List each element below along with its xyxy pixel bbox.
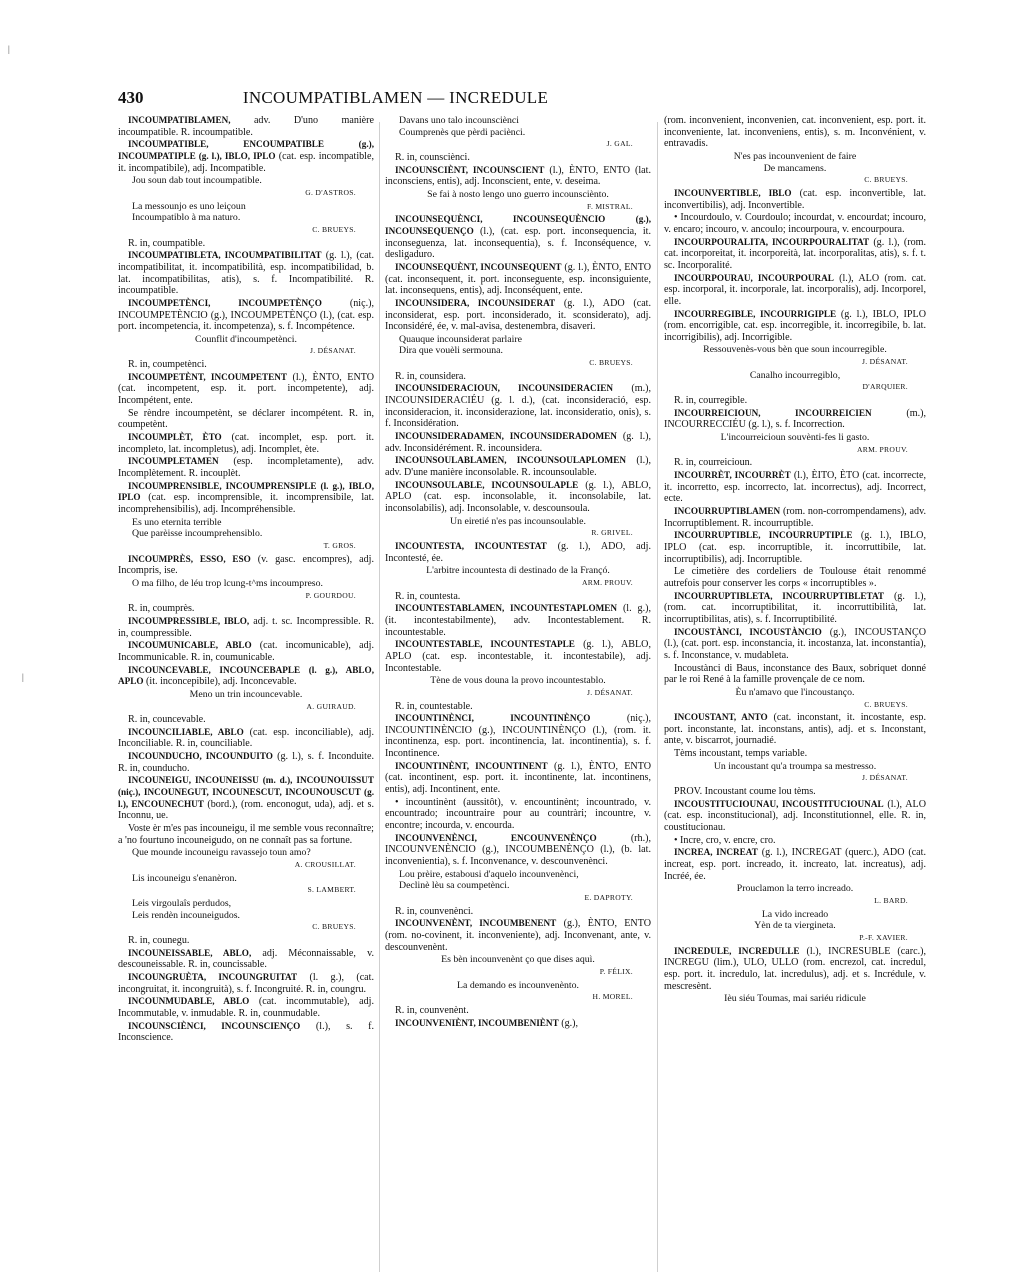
entry-headword: INCOUNSCIÈNT, INCOUNSCIENT bbox=[395, 164, 545, 175]
entry-headword: INCOUMPATIBLAMEN, bbox=[128, 115, 231, 125]
entry-headword: INCOUNGRUÈTA, INCOUNGRUITAT bbox=[128, 971, 298, 982]
dictionary-entry bbox=[118, 948, 374, 971]
dictionary-entry bbox=[664, 748, 926, 760]
entry-headword: INCOUNSCIÈNCI, INCOUNSCIENÇO bbox=[128, 1020, 301, 1031]
dictionary-entry bbox=[385, 797, 651, 832]
column-middle bbox=[385, 115, 651, 1270]
entry-text: (l.), ALO (rom. cat. esp. incorporal, it. incorporale, lat. incorporalis), adj. Incorporel, elle. bbox=[664, 272, 926, 307]
entry-text: (l.), (cat. esp. port. inconsequencia, it. inconseguenza, lat. inconsequentia), s. f. Inconséquence, v. desligaduro. bbox=[385, 225, 651, 261]
dictionary-entry bbox=[664, 799, 926, 834]
entry-text: Se rèndre incoumpetènt, se déclarer incompétent. R. in, coumpetènt. bbox=[118, 407, 374, 431]
dictionary-entry bbox=[664, 946, 926, 993]
dictionary-entry bbox=[385, 152, 651, 164]
entry-text: adv. D'uno manière incoumpatible. R. incoumpatible. bbox=[118, 115, 374, 138]
entry-headword: INCOUMPRENSIBLE, INCOUMPRENSIPLE (l. g.), IBLO, IPLO bbox=[118, 480, 374, 503]
dictionary-entry bbox=[118, 665, 374, 688]
entry-headword: INCOUNSOULABLAMEN, INCOUNSOULAPLOMEN bbox=[395, 455, 626, 466]
citation-source: H. MOREL. bbox=[592, 992, 633, 1002]
dictionary-entry bbox=[385, 918, 651, 953]
dictionary-entry bbox=[385, 713, 651, 760]
citation-source: ARM. PROUV. bbox=[581, 577, 633, 587]
dictionary-entry bbox=[385, 431, 651, 454]
entry-text: adj. t. sc. Incompressible. R. in, coumpressible. bbox=[118, 615, 374, 639]
entry-headword: INCOURREICIOUN, INCOURREICIEN bbox=[674, 407, 872, 418]
entry-headword: INCOUNEISSABLE, ABLO, bbox=[128, 947, 252, 958]
entry-text: (cat. incomunicable), adj. Incommunicable. R. in, coumunicable. bbox=[118, 640, 374, 663]
citation-source: P. FÉLIX. bbox=[599, 966, 633, 976]
dictionary-entry bbox=[664, 470, 926, 505]
dictionary-entry bbox=[385, 701, 651, 713]
quotation-line: Un eiretié n'es pas incounsoulable. bbox=[450, 515, 586, 527]
entry-text: R. in, counsidera. bbox=[395, 370, 466, 382]
entry-headword: INCOUNDUCHO, INCOUNDUITO bbox=[128, 751, 273, 762]
entry-headword: INCOUMPATIBLE, ENCOUMPATIBLE (g.), INCOUMPATIPLE (g. l.), IBLO, IPLO bbox=[118, 139, 374, 161]
entry-text: (g. l.), ABLO, APLO (cat. esp. incontestable, it. incontestabile), adj. Incontestable. bbox=[385, 639, 651, 674]
entry-text: (g. l.), s. f. Inconduite. R. in, counducho. bbox=[118, 751, 374, 774]
quotation-line: Leis virgoulaîs perdudos, bbox=[132, 898, 232, 909]
dictionary-entry bbox=[118, 372, 374, 407]
quotation-line: Davans uno talo incounsciènci bbox=[399, 115, 519, 126]
entry-headword: INCOUNEIGU, INCOUNEISSU (m. d.), INCOUNOUISSUT (niç.), INCOUNEGUT, INCOUNESCUT, INCOUNOUSCUT (g. l.), ENCOUNECHUT bbox=[118, 775, 374, 809]
entry-text: adj. Méconnaissable, v. descouneissable. R. in, councissable. bbox=[118, 947, 374, 971]
entry-text: (cat. esp. incompatible, it. incompatibile), adj. Incompatible. bbox=[118, 150, 374, 174]
entry-text: (niç.), INCOUNTINÈNCIO (g.), INCOUNTINÈNÇO (l.), (rom. it. incontinenza, esp. port. incontinencia, lat. incontinentia), s. f. Incontinence. bbox=[385, 713, 651, 760]
entry-headword: INCOUNMUDABLE, ABLO bbox=[128, 996, 250, 1007]
entry-headword: INCOUNVENÈNCI, ENCOUNVENÈNÇO bbox=[395, 832, 597, 843]
entry-headword: INCOURRÈT, INCOURRÈT bbox=[674, 470, 791, 481]
entry-text: (g. l.), ÈNTO, ENTO (cat. inconsequent, it. port. inconseguente, esp. inconsiguiente, lat. inconsequens, entis), adj. Inconséquent, ente. bbox=[385, 261, 651, 297]
dictionary-entry bbox=[385, 591, 651, 603]
dictionary-entry bbox=[385, 480, 651, 515]
citation-source: J. DÉSANAT. bbox=[862, 773, 908, 783]
dictionary-entry bbox=[664, 835, 926, 847]
dictionary-entry bbox=[385, 455, 651, 478]
dictionary-entry bbox=[118, 250, 374, 297]
dictionary-entry bbox=[118, 714, 374, 726]
entry-text: R. in, countesta. bbox=[395, 590, 461, 602]
entry-text: (l.), ALO (cat. esp. inconstitucional), adj. Inconstitutionnel, elle. R. in, coustitucionau. bbox=[664, 798, 926, 834]
entry-headword: INCOUNTESTABLE, INCOUNTESTAPLE bbox=[395, 639, 575, 650]
entry-headword: INCOUMPRESSIBLE, IBLO, bbox=[128, 615, 250, 626]
citation-source: C. BRUEYS. bbox=[589, 358, 633, 368]
citation-source: R. GRIVEL. bbox=[591, 528, 633, 538]
entry-headword: INCOUNVENIÈNT, INCOUMBENIÈNT bbox=[395, 1017, 559, 1028]
dictionary-entry bbox=[664, 408, 926, 431]
dictionary-entry bbox=[385, 371, 651, 383]
dictionary-entry bbox=[664, 627, 926, 662]
dictionary-entry bbox=[385, 262, 651, 297]
citation-source: E. DAPROTY. bbox=[584, 893, 633, 902]
dictionary-entry bbox=[385, 298, 651, 333]
quotation-line: Que parèisse incoumprehensiblo. bbox=[132, 528, 263, 540]
citation-source: A. CROUSILLAT. bbox=[294, 860, 356, 870]
dictionary-entry bbox=[118, 775, 374, 822]
dictionary-entry bbox=[118, 1021, 374, 1044]
entry-text: (cat. incomplet, esp. port. it. incompleto, lat. incompletus), adj. Incomplet, ète. bbox=[118, 432, 374, 455]
entry-headword: INCOUMPETÈNCI, INCOUMPETÈNÇO bbox=[128, 297, 322, 308]
quotation-line: L'arbitre incountesta di destinado de la Françó. bbox=[426, 565, 610, 577]
entry-headword: INCOUMUNICABLE, ABLO bbox=[128, 640, 252, 651]
entry-text: (cat. incommutable), adj. Incommutable, v. inmudable. R. in, counmudable. bbox=[118, 996, 374, 1019]
dictionary-entry bbox=[664, 566, 926, 589]
dictionary-entry bbox=[385, 639, 651, 674]
entry-text: • incountinènt (aussitôt), v. encountinènt; incountrado, v. encountrado; incountraire pour au countràri; incountre, v. encontre; incourda, v. encourda. bbox=[385, 796, 651, 832]
citation-source: D'ARQUIER. bbox=[862, 382, 908, 392]
entry-headword: INCOUNSEQUÈNT, INCOUNSEQUENT bbox=[395, 261, 562, 272]
dictionary-entry bbox=[385, 906, 651, 918]
entry-text: (l.), s. f. Inconscience. bbox=[118, 1020, 374, 1044]
margin-mark: | bbox=[8, 44, 10, 54]
citation-source: J. DÉSANAT. bbox=[862, 357, 908, 367]
citation-source: A. GUIRAUD. bbox=[306, 701, 356, 711]
entry-headword: INCOUNTINÈNT, INCOUNTINENT bbox=[395, 760, 548, 771]
entry-text: (l.), INCRESUBLE (carc.), INCREGU (lim.), ULO, ULLO (rom. encrezol, cat. incredul, esp. port. it. incredulo, lat. incredulus), adj. et s. Incrédule, v. mescresènt. bbox=[664, 945, 926, 992]
entry-text: (g.), bbox=[558, 1017, 579, 1029]
quotation-line: Meno un trin incouncevable. bbox=[189, 688, 303, 700]
dictionary-entry bbox=[118, 751, 374, 774]
citation-source: J. GAL. bbox=[606, 139, 633, 149]
citation-source: C. BRUEYS. bbox=[312, 224, 356, 234]
entry-text: (g. l.), IBLO, IPLO (cat. esp. incorruptible, it. incorruttibile, lat. incorruptibilis), adj. Incorruptible. bbox=[664, 530, 926, 565]
dictionary-entry bbox=[664, 530, 926, 565]
entry-headword: INCOURRUPTIBLETA, INCOURRUPTIBLETAT bbox=[674, 590, 885, 601]
entry-headword: INCOURRUPTIBLAMEN bbox=[674, 506, 781, 516]
dictionary-entry bbox=[664, 188, 926, 211]
entry-text: R. in, counvenènt. bbox=[395, 1004, 469, 1016]
entry-text: (rh.), INCOUNVENÈNCIO (g.), INCOUMBENÈNÇO (l.), (b. lat. inconvenientia), s. f. Inconvenance, v. descounvenènci. bbox=[385, 832, 651, 868]
dictionary-entry bbox=[664, 663, 926, 686]
citation-source: ARM. PROUV. bbox=[856, 444, 908, 454]
entry-text: R. in, counegu. bbox=[128, 934, 190, 946]
entry-text: (l.), adv. D'une manière inconsolable. R. incounsoulable. bbox=[385, 455, 651, 479]
entry-headword: INCOUNSIDERADAMEN, INCOUNSIDERADOMEN bbox=[395, 431, 617, 442]
citation-source: P. GOURDOU. bbox=[305, 590, 356, 600]
citation-source: L. BARD. bbox=[874, 896, 908, 905]
entry-text: Voste èr m'es pas incouneigu, il me semble vous reconnaître; a 'no fourtuno incouneigudo, on ne connaît pas sa fortune. bbox=[118, 823, 374, 846]
dictionary-entry bbox=[118, 481, 374, 516]
entry-text: (cat. inconstant, it. incostante, esp. port. inconstante, lat. inconstans, antis), adj. et s. Inconstant, ante, v. biscarrot, journadié. bbox=[664, 712, 926, 747]
quotation-line: Leis rendèn incouneigudos. bbox=[132, 909, 241, 921]
quotation-line: Tène de vous douna la provo incountestablo. bbox=[430, 675, 606, 687]
entry-headword: INCOURPOURALITA, INCOURPOURALITAT bbox=[674, 236, 870, 247]
entry-text: (bord.), (rom. enconogut, uda), adj. et s. Inconnu, ue. bbox=[118, 798, 374, 822]
entry-headword: INCOUSTÀNCI, INCOUSTÀNCIO bbox=[674, 626, 822, 637]
dictionary-entry bbox=[385, 761, 651, 796]
quotation-line: Quauque incounsiderat parlaire bbox=[399, 333, 522, 345]
entry-text: (g. l.), ADO (cat. inconsiderat, esp. port. inconsiderado, it. sconsiderato), adj. Inconsidéré, ée, v. mal-avisa, destenembra, disaveri. bbox=[385, 297, 651, 333]
quotation-line: De mancamens. bbox=[763, 162, 827, 174]
entry-text: (it. inconcepibile), adj. Inconcevable. bbox=[143, 676, 297, 688]
entry-headword: INCOUMPRÈS, ESSO, ESO bbox=[128, 553, 251, 564]
entry-text: (cat. esp. inconciliable), adj. Inconciliable. R. in, counciliable. bbox=[118, 726, 374, 750]
dictionary-entry bbox=[118, 298, 374, 333]
entry-headword: INCOUNTINÈNCI, INCOUNTINÈNÇO bbox=[395, 713, 591, 724]
quotation-line: Se fai à nosto lengo uno guerro incounsciènto. bbox=[427, 188, 609, 200]
quotation-line: O ma filho, de léu trop lcung-t^ms incoumpreso. bbox=[132, 577, 323, 589]
column-divider bbox=[657, 122, 658, 1272]
quotation-line: Dira que vouèli sermouna. bbox=[399, 345, 503, 357]
dictionary-entry bbox=[664, 309, 926, 344]
dictionary-entry bbox=[118, 823, 374, 846]
quotation-line: Jou soun dab tout incoumpatible. bbox=[132, 175, 262, 187]
dictionary-entry bbox=[118, 640, 374, 663]
entry-headword: INCOUNSEQUÈNCI, INCOUNSEQUÈNCIO (g.), INCOUNSEQUENÇO bbox=[385, 214, 651, 236]
dictionary-entry bbox=[664, 395, 926, 407]
dictionary-entry bbox=[385, 1018, 651, 1030]
entry-headword: INCOUMPATIBLETA, INCOUMPATIBILITAT bbox=[128, 250, 322, 261]
quotation-line: Lou prèire, estabousi d'aquelo incounvenènci, bbox=[399, 868, 579, 880]
entry-text: (esp. incompletamente), adv. Incomplètement. R. incouplèt. bbox=[118, 456, 374, 480]
entry-text: (g. l.), (cat. incompatibilitat, it. incompatibilità, esp. incompatibilidad, b. lat. incompatibilitas, atis), s. f. Incompatibilité. R. incoumpatible. bbox=[118, 250, 374, 297]
entry-text: (m.), INCOURRECCIÉU (g. l.), s. f. Incorrection. bbox=[664, 407, 926, 431]
dictionary-entry bbox=[118, 408, 374, 431]
entry-headword: INCOUNSIDERA, INCOUNSIDERAT bbox=[395, 297, 556, 308]
dictionary-entry bbox=[385, 833, 651, 868]
entry-headword: INCREDULE, INCREDULLE bbox=[674, 945, 800, 956]
entry-text: (g. l.), ADO, adj. Incontesté, ée. bbox=[385, 540, 651, 564]
entry-text: (l. g.), (it. incontestabilmente), adv. Incontestablement. R. incountestable. bbox=[385, 603, 651, 638]
entry-headword: INCOUMPLÈT, ÈTO bbox=[128, 432, 222, 443]
entry-headword: INCOUNSIDERACIOUN, INCOUNSIDERACIEN bbox=[395, 383, 613, 394]
dictionary-entry bbox=[118, 238, 374, 250]
column-divider bbox=[379, 122, 380, 1272]
quotation-line: La messounjo es uno leiçoun bbox=[132, 200, 246, 212]
entry-headword: INCOURRUPTIBLE, INCOURRUPTIPLE bbox=[674, 530, 853, 541]
entry-text: Tèms incoustant, temps variable. bbox=[674, 748, 808, 760]
entry-headword: INCOURREGIBLE, INCOURRIGIPLE bbox=[674, 308, 837, 319]
entry-text: (g. l.), ABLO, APLO (cat. esp. inconsolable, it. inconsolabile, lat. inconsolabilis), adj. Inconsolable, v. descounsoula. bbox=[385, 479, 651, 514]
citation-source: J. DÉSANAT. bbox=[310, 346, 356, 356]
entry-text: R. in, counvenènci. bbox=[395, 905, 474, 917]
entry-headword: INCOUNCEVABLE, INCOUNCEBAPLE (l. g.), ABLO, APLO bbox=[118, 664, 374, 687]
entry-text: • Incre, cro, v. encre, cro. bbox=[674, 834, 776, 846]
entry-headword: INCOUNSOULABLE, INCOUNSOULAPLE bbox=[395, 479, 579, 490]
citation-source: S. LAMBERT. bbox=[307, 885, 356, 895]
entry-text: (g. l.), ÈNTO, ENTO (cat. incontinent, esp. port. it. incontinente, lat. incontinens, entis), adj. Incontinent, ente. bbox=[385, 760, 651, 796]
dictionary-entry bbox=[385, 1005, 651, 1017]
citation-source: J. DÉSANAT. bbox=[587, 687, 633, 697]
dictionary-entry bbox=[664, 786, 926, 798]
entry-text: (rom. non-corrompendamens), adv. Incorruptiblement. R. incourruptible. bbox=[664, 506, 926, 529]
dictionary-entry bbox=[385, 214, 651, 261]
entry-text: (cat. esp. inconvertible, lat. inconvertibilis), adj. Inconvertible. bbox=[664, 187, 926, 211]
dictionary-entry bbox=[385, 603, 651, 638]
quotation-line: Èu n'amavo que l'incoustanço. bbox=[735, 686, 855, 698]
entry-headword: INCOUNVERTIBLE, IBLO bbox=[674, 187, 792, 198]
entry-headword: INCREA, INCREAT bbox=[674, 847, 758, 858]
entry-text: R. in, coumpatible. bbox=[128, 237, 206, 249]
quotation-line: Es bèn incounvenènt ço que dises aquì. bbox=[441, 954, 595, 966]
dictionary-entry bbox=[118, 456, 374, 479]
dictionary-entry bbox=[118, 359, 374, 371]
entry-headword: INCOUSTANT, ANTO bbox=[674, 712, 768, 723]
dictionary-entry bbox=[118, 115, 374, 138]
entry-text: R. in, courreicioun. bbox=[674, 457, 753, 469]
dictionary-entry bbox=[385, 541, 651, 564]
quotation-line: La vido increado bbox=[761, 908, 829, 920]
entry-text: (l.), ÈNTO, ENTO (lat. inconsciens, entis), adj. Inconscient, ente, v. deseima. bbox=[385, 164, 651, 188]
entry-text: (g. l.), (rom. cat. incorporeitat, it. incorporeità, lat. incorporalitas, atis), s. f. t. sc. Incorporalité. bbox=[664, 236, 926, 271]
entry-text: PROV. Incoustant coume lou tèms. bbox=[674, 786, 816, 798]
dictionary-entry bbox=[118, 727, 374, 750]
quotation-line: Incoumpatiblo à ma naturo. bbox=[132, 212, 241, 224]
entry-text: R. in, courregible. bbox=[674, 395, 748, 407]
entry-text: (l. g.), (cat. incongruitat, it. incongruità), s. f. Incongruité. R. in, coungru. bbox=[118, 971, 374, 995]
quotation-line: N'es pas incounvenient de faire bbox=[733, 150, 857, 162]
dictionary-entry bbox=[664, 591, 926, 626]
quotation-line: La demando es incounvenènto. bbox=[457, 979, 579, 991]
entry-text: R. in, coumpetènci. bbox=[128, 359, 207, 371]
citation-source: P.-F. XAVIER. bbox=[859, 932, 908, 942]
running-title: INCOUMPATIBLAMEN — INCREDULE bbox=[242, 88, 549, 107]
dictionary-entry bbox=[664, 506, 926, 529]
entry-text: (l.), ÈITO, ÈTO (cat. incorrecte, it. incorretto, esp. incorrecto, lat. incorrectus), adj. Incorrect, ecte. bbox=[664, 470, 926, 505]
entry-text: Le cimetière des cordeliers de Toulouse était renommé autrefois pour conserver les corps « incorruptibles ». bbox=[664, 566, 926, 589]
entry-headword: INCOUMPLETAMEN bbox=[128, 456, 219, 467]
dictionary-entry bbox=[118, 139, 374, 174]
citation-source: C. BRUEYS. bbox=[864, 175, 908, 185]
dictionary-entry bbox=[385, 383, 651, 430]
dictionary-entry bbox=[118, 432, 374, 455]
margin-mark: | bbox=[22, 672, 24, 682]
entry-headword: INCOUSTITUCIOUNAU, INCOUSTITUCIOUNAL bbox=[674, 798, 884, 809]
citation-source: C. BRUEYS. bbox=[864, 699, 908, 709]
entry-text: • Incourdoulo, v. Courdoulo; incourdat, v. encourdat; incouro, v. encaro; incouro, v. ancoulo; incourpoura, v. encourpoura. bbox=[664, 212, 926, 235]
quotation-line: Canalho incourregiblo, bbox=[749, 369, 841, 381]
entry-headword: INCOUNTESTA, INCOUNTESTAT bbox=[395, 540, 547, 551]
entry-headword: INCOUNTESTABLAMEN, INCOUNTESTAPLOMEN bbox=[395, 603, 618, 614]
entry-headword: INCOURPOURAU, INCOURPOURAL bbox=[674, 272, 834, 283]
dictionary-entry bbox=[118, 616, 374, 639]
column-left bbox=[118, 115, 374, 1270]
quotation-line: Declinè lèu sa coumpetènci. bbox=[399, 880, 510, 892]
quotation-line: Un incoustant qu'a troumpa sa mestresso. bbox=[713, 760, 877, 772]
quotation-line: Lis incouneigu s'enanèron. bbox=[132, 872, 237, 884]
page-number: 430 bbox=[118, 88, 144, 107]
page-header bbox=[118, 88, 673, 108]
entry-text: (niç.), INCOUMPETÈNCIO (g.), INCOUMPETÈNÇO (l.), (cat. esp. port. incompetencia, it. incompetenza), s. f. Incompétence. bbox=[118, 297, 374, 333]
entry-text: (g. l.), IBLO, IPLO (rom. encorrigible, cat. esp. incorregible, it. incorregibile, b. lat. incorrigibilis), adj. Incorrigible. bbox=[664, 308, 926, 343]
entry-text: (g. l.), adv. Inconsidérément. R. incounsidera. bbox=[385, 431, 651, 454]
entry-text: (m.), INCOUNSIDERACIÉU (g. l. d.), (cat. inconsideració, esp. inconsideracion, it. inconsiderazione, lat. inconsideratio, onis), s. f. Inconsidération. bbox=[385, 383, 651, 430]
dictionary-entry bbox=[118, 935, 374, 947]
entry-headword: INCOUMPETÈNT, INCOUMPETENT bbox=[128, 371, 287, 382]
quotation-line: Ièu siéu Toumas, mai sariéu ridicule bbox=[724, 993, 866, 1005]
dictionary-entry bbox=[664, 273, 926, 308]
quotation-line: Prouclamon la terro increado. bbox=[736, 883, 854, 895]
citation-source: C. BRUEYS. bbox=[312, 922, 356, 932]
quotation-line: Es uno eternita terrible bbox=[132, 516, 222, 528]
dictionary-entry bbox=[664, 115, 926, 150]
citation-source: G. D'ASTROS. bbox=[305, 187, 356, 197]
dictionary-entry bbox=[664, 712, 926, 747]
dictionary-entry bbox=[385, 165, 651, 188]
citation-source: T. GROS. bbox=[323, 540, 356, 550]
entry-text: (l.), ÈNTO, ENTO (cat. incompetent, esp. it. port. incompetente), adj. Incompétent, ente. bbox=[118, 371, 374, 407]
dictionary-entry bbox=[664, 457, 926, 469]
dictionary-entry bbox=[118, 603, 374, 615]
quotation-line: L'incourreicioun souvènti-fes li gasto. bbox=[720, 432, 870, 444]
entry-text: (g. l.), (rom. cat. incorruptibilitat, it. incorruttibilità, lat. incorruptibilitas, atis), s. f. Incorruptibilité. bbox=[664, 590, 926, 625]
entry-headword: INCOUNVENÈNT, INCOUMBENENT bbox=[395, 918, 557, 929]
column-right bbox=[664, 115, 926, 1270]
entry-headword: INCOUNCILIABLE, ABLO bbox=[128, 726, 244, 737]
citation-source: F. MISTRAL. bbox=[587, 201, 633, 211]
quotation-line: Counflit d'incoumpetènci. bbox=[195, 333, 297, 345]
dictionary-entry bbox=[664, 847, 926, 882]
quotation-line: Que mounde incouneigu ravassejo toun amo? bbox=[132, 847, 311, 859]
dictionary-entry bbox=[118, 972, 374, 995]
quotation-line: Coumprenès que pèrdi paciènci. bbox=[399, 126, 526, 138]
dictionary-entry bbox=[118, 996, 374, 1019]
entry-text: R. in, coumprès. bbox=[128, 603, 195, 615]
entry-text: (v. gasc. encompres), adj. Incompris, ise. bbox=[118, 553, 374, 577]
dictionary-entry bbox=[664, 237, 926, 272]
entry-text: (cat. esp. incomprensible, it. incomprensibile, lat. incomprehensibilis), adj. Incompréhensible. bbox=[118, 492, 374, 515]
entry-text: R. in, councevable. bbox=[128, 714, 206, 726]
entry-text: (rom. inconvenient, inconvenien, cat. inconvenient, esp. port. it. inconveniente, lat. inconveniens, entis), s. m. Inconvénient, v. entravadis. bbox=[664, 115, 926, 150]
quotation-line: Yèn de ta viergineta. bbox=[754, 920, 836, 932]
entry-text: (g. l.), INCREGAT (querc.), ADO (cat. increat, esp. port. increado, it. increato, lat. increatus), adj. Incréé, ée. bbox=[664, 847, 926, 882]
entry-text: (g.), INCOUSTANÇO (l.), (cat. port. esp. inconstancia, it. incostanza, lat. inconstantia), s. f. Inconstance, v. mudableta. bbox=[664, 626, 926, 661]
entry-text: R. in, counsciènci. bbox=[395, 151, 470, 163]
dictionary-entry bbox=[118, 554, 374, 577]
dictionary-entry bbox=[664, 212, 926, 235]
entry-text: R. in, countestable. bbox=[395, 700, 473, 712]
entry-text: Incoustànci di Baus, inconstance des Baux, sobriquet donné par le roi René à la famille provençale de ce nom. bbox=[664, 662, 926, 686]
entry-text: (g.), ÈNTO, ENTO (rom. no-covinent, it. inconveniente), adj. Inconvenant, ante, v. descounvenènt. bbox=[385, 918, 651, 953]
quotation-line: Ressouvenès-vous bèn que soun incourregible. bbox=[703, 344, 887, 356]
